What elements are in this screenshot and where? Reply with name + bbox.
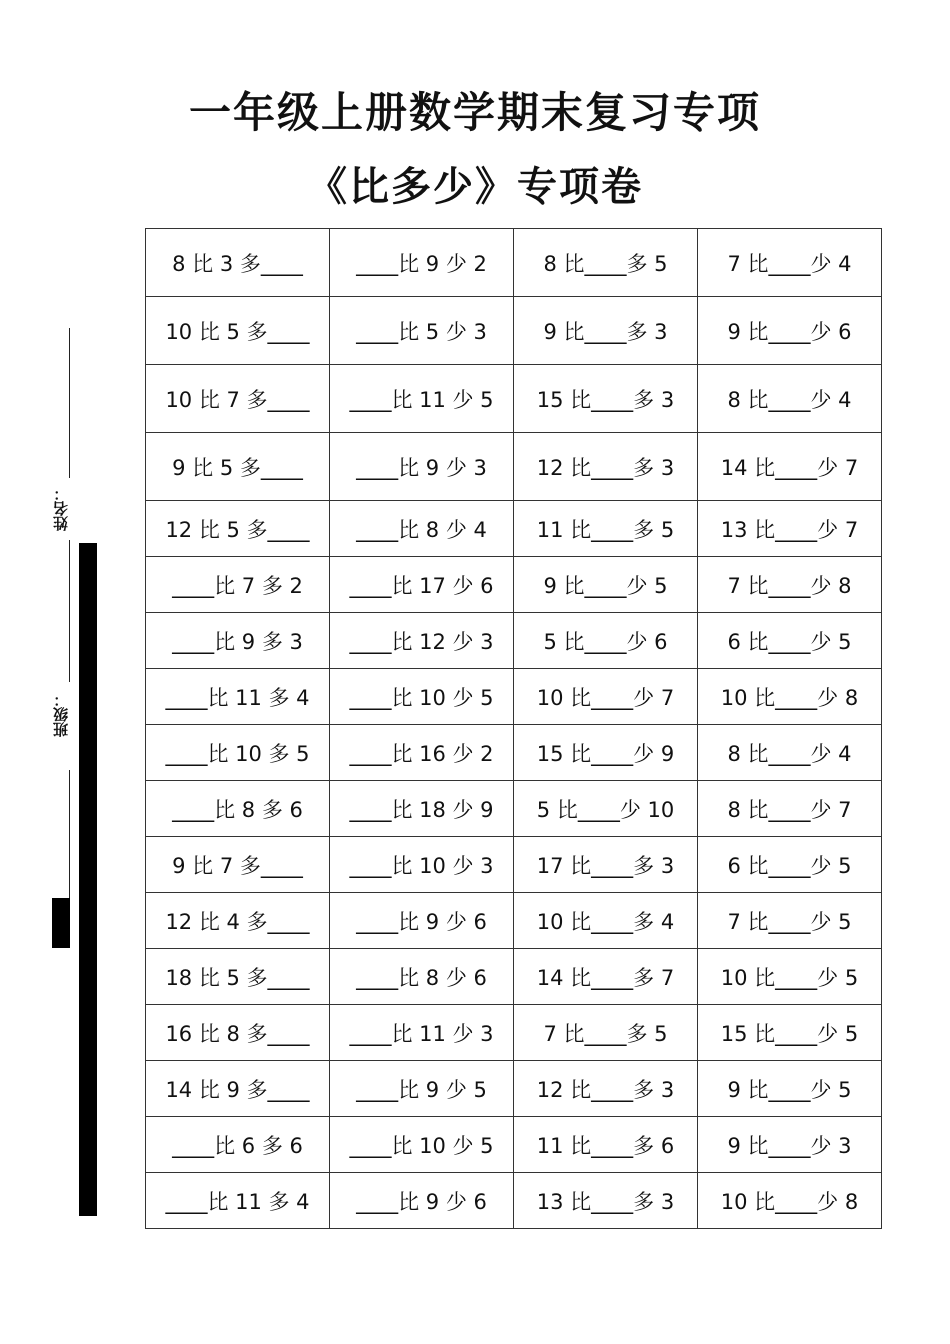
problem-cell <box>698 365 882 433</box>
problem-text: 10 比____少 8 <box>720 1189 859 1214</box>
name-write-line <box>69 328 70 478</box>
page-subtitle: 《比多少》专项卷 <box>307 164 643 210</box>
table-row <box>146 613 882 669</box>
class-write-line <box>69 540 70 682</box>
problem-text: ____比 9 少 6 <box>356 909 487 934</box>
problem-text: 18 比 5 多____ <box>165 965 310 990</box>
binding-tab <box>52 898 70 948</box>
problem-cell <box>514 613 698 669</box>
problem-text: 8 比____少 4 <box>727 741 852 766</box>
problem-cell <box>514 557 698 613</box>
problem-text: ____比 9 少 5 <box>356 1077 487 1102</box>
table-row <box>146 433 882 501</box>
problem-cell <box>330 1173 514 1229</box>
problem-cell <box>146 1173 330 1229</box>
problem-text: 15 比____少 9 <box>536 741 675 766</box>
class-write-line-lower <box>69 770 70 898</box>
problem-text: 7 比____少 8 <box>727 573 852 598</box>
problem-cell <box>146 229 330 297</box>
table-row <box>146 229 882 297</box>
problem-cell <box>330 1061 514 1117</box>
problem-text: 10 比 5 多____ <box>165 319 310 344</box>
problem-text: ____比 9 多 3 <box>172 629 303 654</box>
problem-cell <box>330 229 514 297</box>
problem-cell <box>698 669 882 725</box>
problem-cell <box>146 837 330 893</box>
problem-text: 6 比____少 5 <box>727 853 852 878</box>
problem-text: ____比 10 少 5 <box>349 685 494 710</box>
problem-text: ____比 11 少 5 <box>349 387 494 412</box>
problem-cell <box>698 613 882 669</box>
table-row <box>146 837 882 893</box>
problem-cell <box>698 557 882 613</box>
table-row <box>146 893 882 949</box>
problem-cell <box>514 365 698 433</box>
problem-cell <box>146 297 330 365</box>
problem-text: ____比 8 少 4 <box>356 517 487 542</box>
problem-cell <box>514 893 698 949</box>
problem-text: 14 比 9 多____ <box>165 1077 310 1102</box>
problem-text: ____比 8 多 6 <box>172 797 303 822</box>
problem-cell <box>330 725 514 781</box>
problem-cell <box>146 1117 330 1173</box>
problem-cell <box>330 613 514 669</box>
problem-cell <box>514 725 698 781</box>
problem-text: ____比 17 少 6 <box>349 573 494 598</box>
problem-text: 9 比____多 3 <box>543 319 668 344</box>
problem-text: ____比 11 多 4 <box>165 685 310 710</box>
problem-text: 10 比____少 7 <box>536 685 675 710</box>
problem-cell <box>698 1117 882 1173</box>
problem-text: 15 比____多 3 <box>536 387 675 412</box>
problem-cell <box>698 297 882 365</box>
problem-cell <box>330 1117 514 1173</box>
problem-text: ____比 7 多 2 <box>172 573 303 598</box>
problem-text: ____比 9 少 6 <box>356 1189 487 1214</box>
problem-text: 9 比 7 多____ <box>172 853 303 878</box>
problem-text: 11 比____多 6 <box>536 1133 675 1158</box>
problem-text: ____比 9 少 2 <box>356 251 487 276</box>
problem-cell <box>514 1117 698 1173</box>
problem-text: 12 比____多 3 <box>536 455 675 480</box>
problem-text: 8 比 3 多____ <box>172 251 303 276</box>
problem-text: 16 比 8 多____ <box>165 1021 310 1046</box>
problem-text: 6 比____少 5 <box>727 629 852 654</box>
problem-text: 7 比____少 4 <box>727 251 852 276</box>
problem-text: 7 比____多 5 <box>543 1021 668 1046</box>
problem-cell <box>698 1005 882 1061</box>
name-label: 姓名： <box>52 486 70 532</box>
problem-cell <box>330 669 514 725</box>
problem-cell <box>146 781 330 837</box>
problem-cell <box>146 1061 330 1117</box>
table-row <box>146 669 882 725</box>
problem-cell <box>330 837 514 893</box>
problem-cell <box>146 949 330 1005</box>
problem-cell <box>514 1005 698 1061</box>
problem-text: ____比 11 少 3 <box>349 1021 494 1046</box>
problem-cell <box>330 1005 514 1061</box>
problem-text: 15 比____少 5 <box>720 1021 859 1046</box>
problem-cell <box>514 669 698 725</box>
problem-text: ____比 12 少 3 <box>349 629 494 654</box>
class-label: 班级： <box>52 692 70 738</box>
problem-text: 14 比____多 7 <box>536 965 675 990</box>
problem-cell <box>330 433 514 501</box>
problem-cell <box>698 229 882 297</box>
problem-text: 5 比____少 10 <box>536 797 675 822</box>
table-row <box>146 1005 882 1061</box>
table-row <box>146 501 882 557</box>
problem-cell <box>330 557 514 613</box>
problem-cell <box>330 365 514 433</box>
table-row <box>146 365 882 433</box>
table-row <box>146 781 882 837</box>
problem-text: 9 比____少 3 <box>727 1133 852 1158</box>
problem-cell <box>146 557 330 613</box>
problem-cell <box>514 501 698 557</box>
problem-text: 7 比____少 5 <box>727 909 852 934</box>
problem-cell <box>698 433 882 501</box>
problem-text: ____比 11 多 4 <box>165 1189 310 1214</box>
problem-cell <box>146 669 330 725</box>
problem-cell <box>146 1005 330 1061</box>
problem-text: 8 比____少 7 <box>727 797 852 822</box>
problem-text: 9 比____少 5 <box>543 573 668 598</box>
problem-cell <box>698 893 882 949</box>
problem-text: 5 比____少 6 <box>543 629 668 654</box>
table-row <box>146 725 882 781</box>
problem-cell <box>514 1173 698 1229</box>
problem-cell <box>698 501 882 557</box>
problem-text: 17 比____多 3 <box>536 853 675 878</box>
problem-cell <box>514 837 698 893</box>
problem-text: 9 比____少 6 <box>727 319 852 344</box>
problem-text: ____比 18 少 9 <box>349 797 494 822</box>
problem-text: 12 比 4 多____ <box>165 909 310 934</box>
problem-cell <box>514 229 698 297</box>
problem-text: ____比 16 少 2 <box>349 741 494 766</box>
table-row <box>146 1061 882 1117</box>
problem-cell <box>146 365 330 433</box>
problem-cell <box>698 725 882 781</box>
page-title: 一年级上册数学期末复习专项 <box>188 88 761 137</box>
problem-cell <box>698 949 882 1005</box>
problem-cell <box>146 433 330 501</box>
table-row <box>146 1117 882 1173</box>
problem-text: 10 比 7 多____ <box>165 387 310 412</box>
problem-cell <box>698 1173 882 1229</box>
problem-cell <box>514 433 698 501</box>
problem-text: ____比 6 多 6 <box>172 1133 303 1158</box>
problem-text: ____比 8 少 6 <box>356 965 487 990</box>
table-row <box>146 949 882 1005</box>
problem-cell <box>330 893 514 949</box>
table-row <box>146 1173 882 1229</box>
problem-text: ____比 10 少 3 <box>349 853 494 878</box>
problem-text: 10 比____少 5 <box>720 965 859 990</box>
problem-text: 9 比 5 多____ <box>172 455 303 480</box>
problem-text: ____比 9 少 3 <box>356 455 487 480</box>
problem-text: 13 比____多 3 <box>536 1189 675 1214</box>
problem-text: 10 比____多 4 <box>536 909 675 934</box>
problem-text: ____比 5 少 3 <box>356 319 487 344</box>
problem-cell <box>146 893 330 949</box>
problem-cell <box>698 1061 882 1117</box>
problem-cell <box>330 297 514 365</box>
problem-cell <box>514 781 698 837</box>
problem-cell <box>330 781 514 837</box>
problem-text: 14 比____少 7 <box>720 455 859 480</box>
binding-bar <box>79 543 97 1216</box>
problem-text: 13 比____少 7 <box>720 517 859 542</box>
worksheet-table <box>145 228 882 1229</box>
problem-cell <box>146 501 330 557</box>
problem-cell <box>514 949 698 1005</box>
problem-cell <box>146 613 330 669</box>
problem-cell <box>698 837 882 893</box>
problem-cell <box>514 297 698 365</box>
problem-cell <box>698 781 882 837</box>
problem-text: ____比 10 少 5 <box>349 1133 494 1158</box>
problem-text: ____比 10 多 5 <box>165 741 310 766</box>
table-row <box>146 297 882 365</box>
problem-text: 12 比____多 3 <box>536 1077 675 1102</box>
problem-cell <box>330 949 514 1005</box>
problem-cell <box>146 725 330 781</box>
problem-cell <box>330 501 514 557</box>
problem-text: 11 比____多 5 <box>536 517 675 542</box>
table-row <box>146 557 882 613</box>
problem-cell <box>514 1061 698 1117</box>
problem-text: 9 比____少 5 <box>727 1077 852 1102</box>
problem-text: 8 比____多 5 <box>543 251 668 276</box>
problem-text: 8 比____少 4 <box>727 387 852 412</box>
problem-text: 10 比____少 8 <box>720 685 859 710</box>
problem-text: 12 比 5 多____ <box>165 517 310 542</box>
